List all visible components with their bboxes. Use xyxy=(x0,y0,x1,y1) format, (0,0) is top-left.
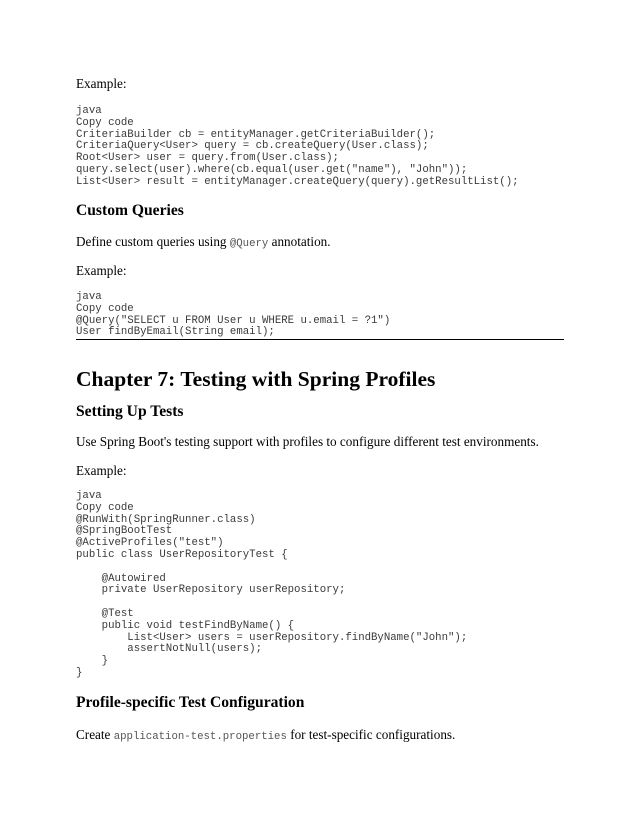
code-line: Root<User> user = query.from(User.class); xyxy=(76,152,339,165)
inline-code: @Query xyxy=(229,238,269,250)
code-line: Copy code xyxy=(76,501,134,514)
inline-code: application-test.properties xyxy=(113,731,287,743)
code-line: @Query("SELECT u FROM User u WHERE u.email = ?1") xyxy=(76,314,391,327)
paragraph-text: Define custom queries using xyxy=(76,234,230,249)
heading-custom-queries: Custom Queries xyxy=(76,202,184,219)
code-line: @Test xyxy=(76,607,134,620)
code-block-test xyxy=(76,491,467,680)
horizontal-rule xyxy=(76,339,564,340)
custom-queries-paragraph xyxy=(76,234,331,252)
code-line: private UserRepository userRepository; xyxy=(76,584,346,597)
paragraph-text: Create xyxy=(76,727,114,742)
example-label: Example: xyxy=(76,263,127,278)
code-line: @Autowired xyxy=(76,572,166,585)
code-line: List<User> users = userRepository.findByName("John"); xyxy=(76,631,468,644)
code-line: java xyxy=(76,291,102,303)
code-line: User findByEmail(String email); xyxy=(76,326,275,339)
code-line: assertNotNull(users); xyxy=(76,643,262,656)
code-line: java xyxy=(76,490,102,502)
paragraph-text: for test-specific configurations. xyxy=(286,727,456,742)
code-line xyxy=(76,597,467,609)
paragraph-text: annotation. xyxy=(268,234,331,249)
code-line: } xyxy=(76,666,83,679)
profile-config-paragraph xyxy=(76,727,455,745)
code-line: public void testFindByName() { xyxy=(76,619,295,632)
code-line: } xyxy=(76,655,109,668)
code-line: @RunWith(SpringRunner.class) xyxy=(76,513,256,526)
code-line: CriteriaBuilder cb = entityManager.getCriteriaBuilder(); xyxy=(76,128,436,141)
code-block-criteria xyxy=(76,106,519,189)
chapter-title: Chapter 7: Testing with Spring Profiles xyxy=(76,367,436,391)
code-line: query.select(user).where(cb.equal(user.get("name"), "John")); xyxy=(76,163,468,176)
code-line xyxy=(76,562,467,574)
code-line: public class UserRepositoryTest { xyxy=(76,548,288,561)
code-line: java xyxy=(76,105,102,117)
heading-setting-up-tests: Setting Up Tests xyxy=(76,403,184,420)
example-label: Example: xyxy=(76,76,127,91)
example-label: Example: xyxy=(76,463,127,478)
code-line: Copy code xyxy=(76,116,134,129)
setting-up-tests-paragraph: Use Spring Boot's testing support with profiles to configure different test environments. xyxy=(76,434,539,449)
code-line: @ActiveProfiles("test") xyxy=(76,537,224,550)
heading-profile-config: Profile-specific Test Configuration xyxy=(76,694,305,711)
code-line: List<User> result = entityManager.createQuery(query).getResultList(); xyxy=(76,175,519,188)
code-line: CriteriaQuery<User> query = cb.createQuery(User.class); xyxy=(76,140,429,153)
code-line: @SpringBootTest xyxy=(76,525,173,538)
code-line: Copy code xyxy=(76,302,134,315)
code-block-query xyxy=(76,292,390,339)
